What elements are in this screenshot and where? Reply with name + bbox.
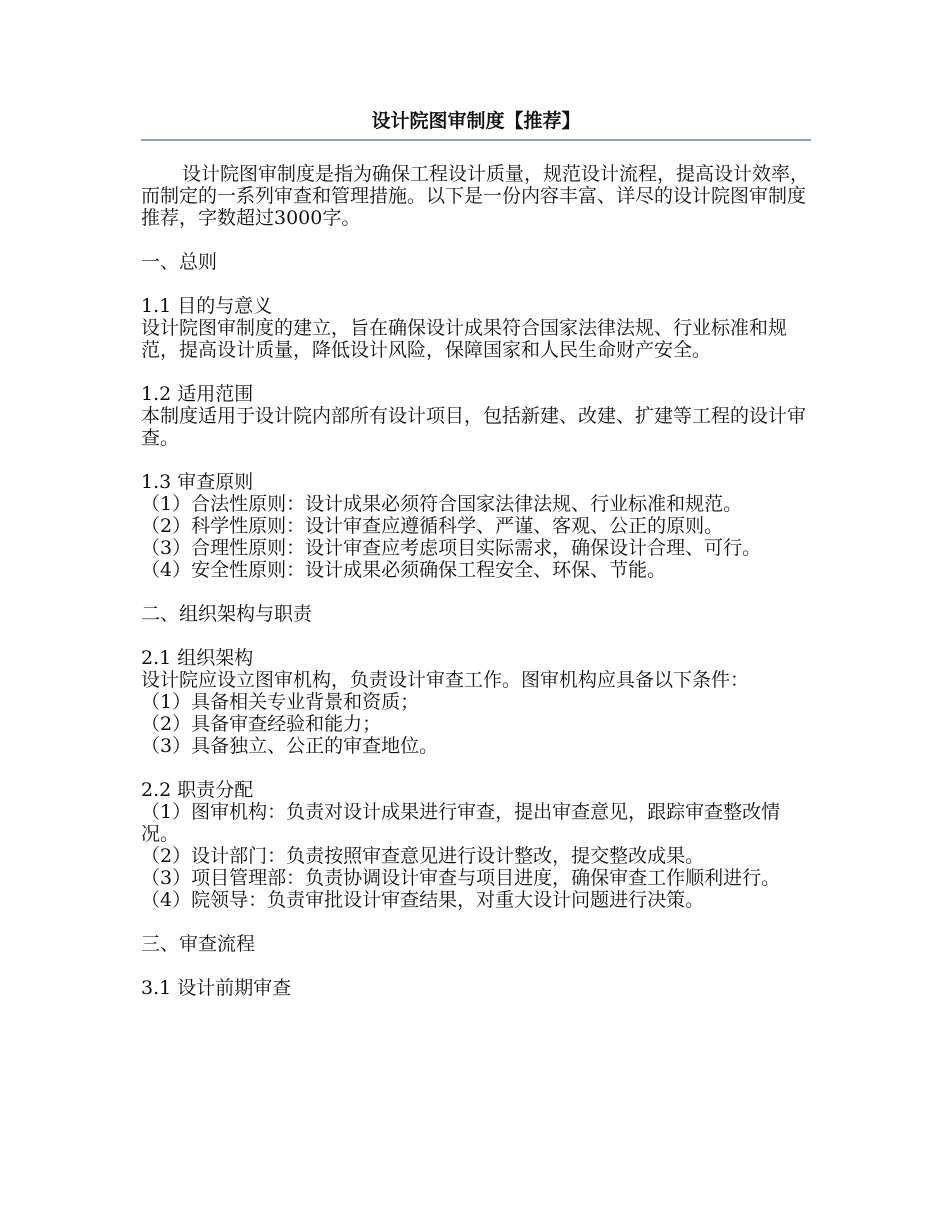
section-1-heading: 一、总则 <box>141 251 218 273</box>
list-item: （3）项目管理部：负责协调设计审查与项目进度，确保审查工作顺利进行。 <box>141 867 781 889</box>
document-body <box>141 163 811 999</box>
subsection-1-2-body: 本制度适用于设计院内部所有设计项目，包括新建、改建、扩建等工程的设计审查。 <box>141 405 807 449</box>
list-item: （2）设计部门：负责按照审查意见进行设计整改，提交整改成果。 <box>141 845 705 867</box>
list-item: （4）安全性原则：设计成果必须确保工程安全、环保、节能。 <box>141 559 667 581</box>
list-item: （2）具备审查经验和能力； <box>141 713 382 735</box>
list-item: （1）合法性原则：设计成果必须符合国家法律法规、行业标准和规范。 <box>141 493 743 515</box>
subsection-1-3-heading: 1.3 审查原则 <box>141 471 254 493</box>
subsection-2-1-body: 设计院应设立图审机构，负责设计审查工作。图审机构应具备以下条件： <box>141 669 750 691</box>
section-3-heading: 三、审查流程 <box>141 933 256 955</box>
document-page <box>141 108 811 999</box>
list-item: （1）图审机构：负责对设计成果进行审查，提出审查意见，跟踪审查整改情况。 <box>141 801 781 845</box>
list-item: （3）具备独立、公正的审查地位。 <box>141 735 439 757</box>
subsection-3-1-heading: 3.1 设计前期审查 <box>141 977 292 999</box>
title-underline <box>141 139 811 141</box>
list-item: （4）院领导：负责审批设计审查结果，对重大设计问题进行决策。 <box>141 889 705 911</box>
subsection-2-1-heading: 2.1 组织架构 <box>141 647 254 669</box>
section-2-heading: 二、组织架构与职责 <box>141 603 313 625</box>
list-item: （2）科学性原则：设计审查应遵循科学、严谨、客观、公正的原则。 <box>141 515 724 537</box>
subsection-1-2-heading: 1.2 适用范围 <box>141 383 254 405</box>
document-title: 设计院图审制度【推荐】 <box>371 110 581 132</box>
list-item: （1）具备相关专业背景和资质； <box>141 691 420 713</box>
list-item: （3）合理性原则：设计审查应考虑项目实际需求，确保设计合理、可行。 <box>141 537 762 559</box>
intro-paragraph: 设计院图审制度是指为确保工程设计质量，规范设计流程，提高设计效率，而制定的一系列审查和管理措施。以下是一份内容丰富、详尽的设计院图审制度推荐，字数超过3000字。 <box>141 163 810 229</box>
subsection-1-1-heading: 1.1 目的与意义 <box>141 295 273 317</box>
subsection-1-1-body: 设计院图审制度的建立，旨在确保设计成果符合国家法律法规、行业标准和规范，提高设计质量，降低设计风险，保障国家和人民生命财产安全。 <box>141 317 788 361</box>
subsection-2-2-heading: 2.2 职责分配 <box>141 779 254 801</box>
